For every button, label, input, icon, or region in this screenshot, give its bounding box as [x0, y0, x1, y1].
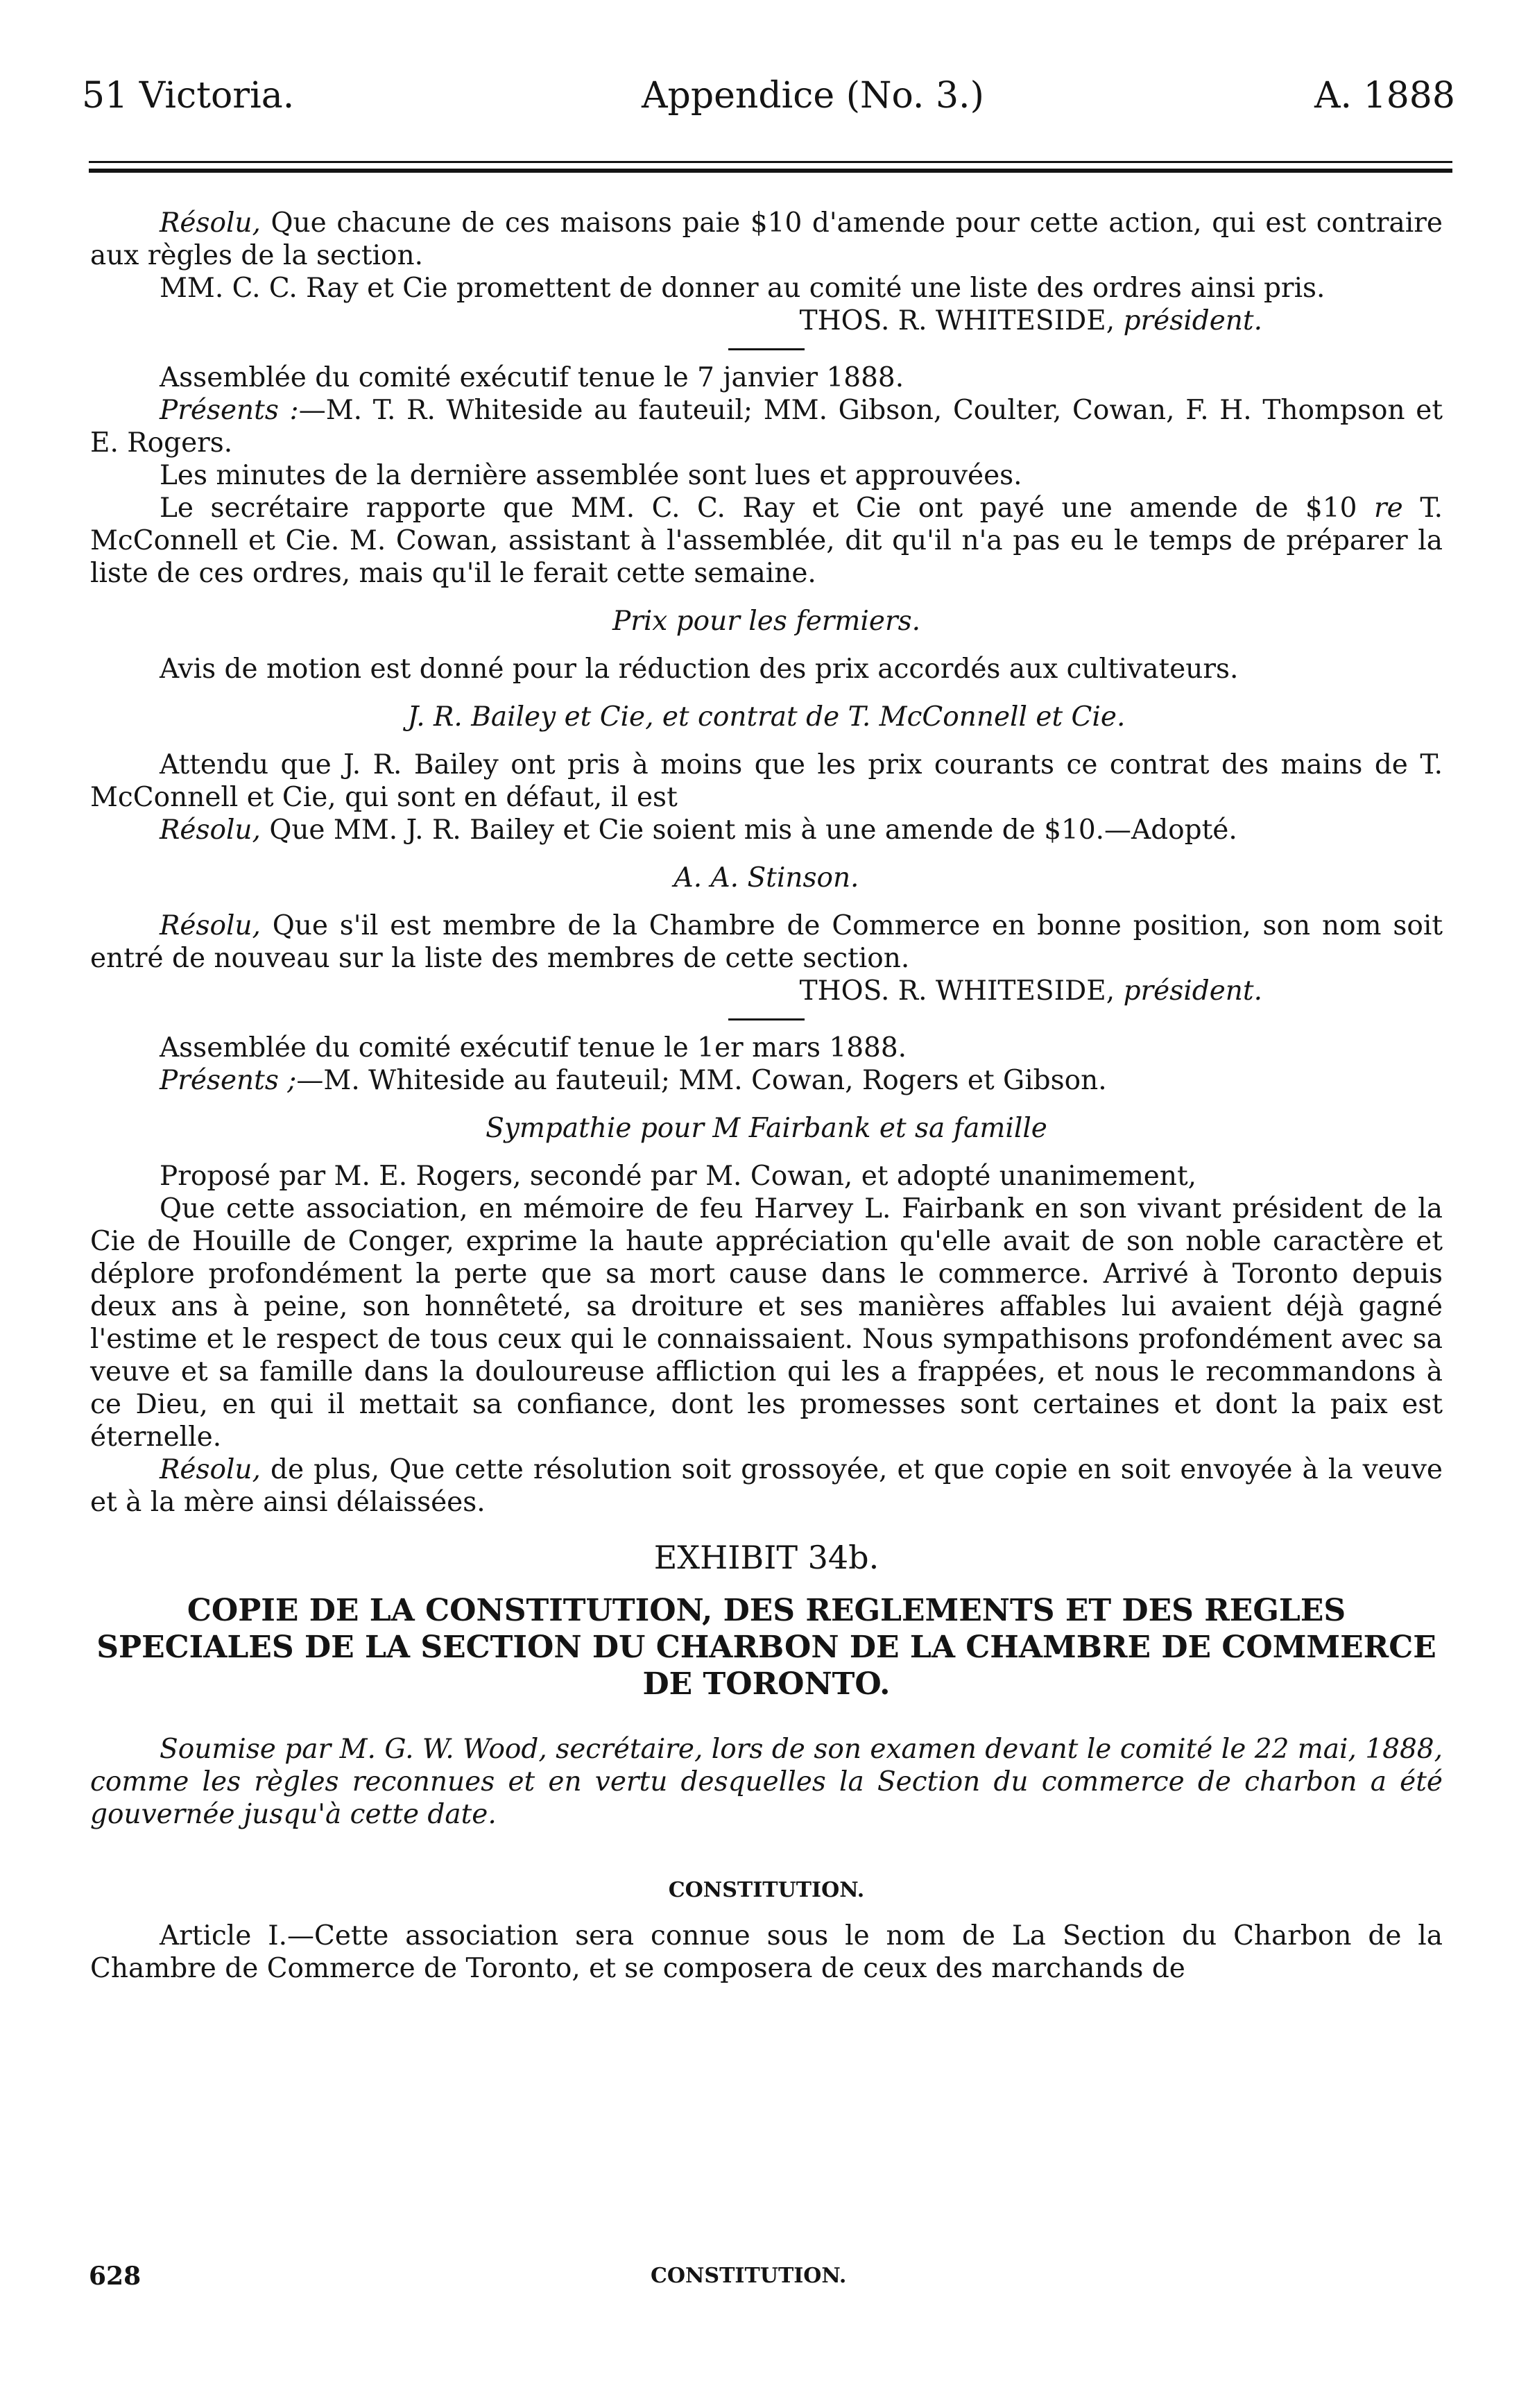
paragraph-resolu-grossoyee — [90, 1453, 1443, 1519]
signature-whiteside-1 — [90, 305, 1443, 337]
heading-bailey: J. R. Bailey et Cie, et contrat de T. McConnell et Cie. — [407, 701, 1126, 733]
paragraph-resolu-amende — [90, 207, 1443, 272]
paragraph-presents-1 — [90, 394, 1443, 459]
heading-prix-fermiers: Prix pour les fermiers. — [612, 606, 921, 637]
document-body — [90, 207, 1443, 1985]
resolu-label: Résolu, — [160, 1454, 261, 1485]
section-divider — [728, 348, 805, 350]
secretary-text-2: T. McConnell et Cie. M. Cowan, assistant à l'assemblée, dit qu'il n'a pas eu le temps de préparer la liste de ces ordres, mais qu'il le ferait cette semaine. — [90, 493, 1443, 589]
paragraph-ray: MM. C. C. Ray et Cie promettent de donner au comité une liste des ordres ainsi pris. — [160, 273, 1325, 304]
section-divider — [728, 1018, 805, 1021]
signature-title: président. — [1123, 305, 1262, 336]
spacer — [90, 894, 1443, 910]
spacer — [90, 1861, 1443, 1877]
paragraph-article-1: Article I.—Cette association sera connue sous le nom de La Section du Charbon de la Chambre de Commerce de Toronto, et se composera de ceux des marchands de — [90, 1920, 1443, 1984]
meeting-january: Assemblée du comité exécutif tenue le 7 janvier 1888. — [160, 362, 904, 393]
paragraph-secretary — [90, 492, 1443, 590]
spacer — [90, 1904, 1443, 1920]
signature-name: THOS. R. WHITESIDE, — [799, 305, 1115, 336]
spacer — [90, 1831, 1443, 1846]
paragraph-fairbank-tribute: Que cette association, en mémoire de feu Harvey L. Fairbank en son vivant président de la Cie de Houille de Conger, exprime la haute appréciation qu'elle avait de son noble caractère et déplore profondément la perte que sa mort cause dans le commerce. Arrivé à Toronto depuis deux ans à peine, son honnêteté, sa droiture et ses manières affables lui avaient déjà gagné l'estime et le respect de tous ceux qui le connaissaient. Nous sympathisons profondément avec sa veuve et sa famille dans la douloureuse affliction qui les a frappées, et nous le recommandons à ce Dieu, en qui il mettait sa confiance, dont les promesses sont certaines et dont la paix est éternelle. — [90, 1193, 1443, 1453]
spacer — [90, 638, 1443, 653]
resolu-text: Que MM. J. R. Bailey et Cie soient mis à une amende de $10.—Adopté. — [269, 814, 1237, 846]
resolu-text: de plus, Que cette résolution soit grossoyée, et que copie en soit envoyée à la veuve et à la mère ainsi délaissées. — [90, 1454, 1443, 1518]
header-year: A. 1888 — [1314, 75, 1455, 117]
resolu-text: Que chacune de ces maisons paie $10 d'amende pour cette action, qui est contraire aux règles de la section. — [90, 207, 1443, 271]
constitution-heading: CONSTITUTION. — [668, 1878, 865, 1902]
presents-label: Présents ; — [160, 1065, 297, 1096]
header-rule-thin — [89, 161, 1452, 163]
spacer — [90, 1145, 1443, 1160]
paragraph-propose: Proposé par M. E. Rogers, secondé par M. Cowan, et adopté unanimement, — [160, 1161, 1197, 1192]
spacer — [90, 1097, 1443, 1112]
resolu-label: Résolu, — [160, 207, 261, 239]
heading-stinson: A. A. Stinson. — [673, 862, 859, 894]
footer-page-number: 628 — [89, 2262, 141, 2291]
heading-sympathie: Sympathie pour M Fairbank et sa famille — [486, 1113, 1047, 1144]
secretary-text-1: Le secrétaire rapporte que MM. C. C. Ray et Cie ont payé une amende de $10 — [160, 493, 1357, 524]
resolu-label: Résolu, — [160, 814, 261, 846]
paragraph-minutes: Les minutes de la dernière assemblée sont lues et approuvées. — [160, 460, 1022, 491]
presents-text: —M. Whiteside au fauteuil; MM. Cowan, Rogers et Gibson. — [296, 1065, 1107, 1096]
paragraph-attendu: Attendu que J. R. Bailey ont pris à moins que les prix courants ce contrat des mains de T. McConnell et Cie, qui sont en défaut, il est — [90, 749, 1443, 813]
spacer — [90, 1718, 1443, 1733]
presents-label: Présents : — [160, 395, 299, 426]
presents-text: —M. T. R. Whiteside au fauteuil; MM. Gibson, Coulter, Cowan, F. H. Thompson et E. Rogers. — [90, 395, 1443, 459]
signature-title: président. — [1123, 975, 1262, 1007]
header-volume: 51 Victoria. — [82, 75, 295, 117]
exhibit-heading: COPIE DE LA CONSTITUTION, DES REGLEMENTS ET DES REGLES SPECIALES DE LA SECTION DU CHARBON DE LA CHAMBRE DE COMMERCE DE TORONTO. — [96, 1593, 1436, 1702]
header-appendix: Appendice (No. 3.) — [642, 75, 984, 117]
paragraph-avis-motion: Avis de motion est donné pour la réduction des prix accordés aux cultivateurs. — [160, 654, 1239, 685]
spacer — [90, 846, 1443, 862]
spacer — [90, 590, 1443, 605]
signature-name: THOS. R. WHITESIDE, — [799, 975, 1115, 1007]
spacer — [90, 1846, 1443, 1861]
spacer — [90, 685, 1443, 701]
paragraph-presents-2 — [90, 1064, 1443, 1097]
paragraph-resolu-bailey — [90, 814, 1443, 846]
spacer — [90, 733, 1443, 749]
signature-whiteside-2 — [90, 975, 1443, 1007]
footer-running-title: CONSTITUTION. — [651, 2264, 847, 2288]
paragraph-resolu-stinson — [90, 910, 1443, 975]
meeting-march: Assemblée du comité exécutif tenue le 1er mars 1888. — [160, 1032, 907, 1064]
paragraph-soumise: Soumise par M. G. W. Wood, secrétaire, lors de son examen devant le comité le 22 mai, 1888, comme les règles reconnues et en vertu desquelles la Section du commerce de charbon a été gouvernée jusqu'à cette date. — [90, 1734, 1443, 1830]
header-rule-thick — [89, 169, 1452, 173]
resolu-text: Que s'il est membre de la Chambre de Commerce en bonne position, son nom soit entré de nouveau sur la liste des membres de cette section. — [90, 910, 1443, 974]
resolu-label: Résolu, — [160, 910, 261, 941]
secretary-re: re — [1374, 493, 1403, 524]
exhibit-title: EXHIBIT 34b. — [653, 1539, 879, 1576]
spacer — [90, 1702, 1443, 1718]
